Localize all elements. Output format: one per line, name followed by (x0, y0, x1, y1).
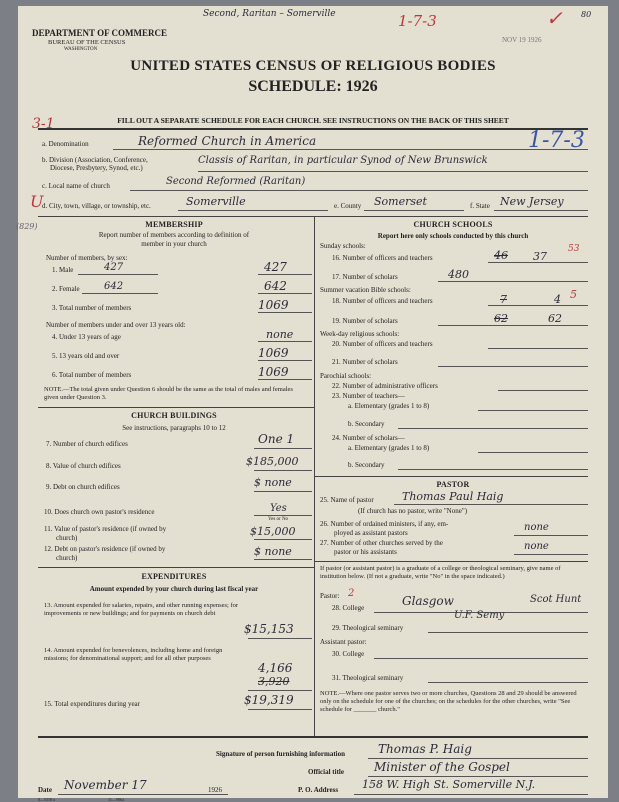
q28-note: Scot Hunt (530, 594, 582, 605)
q27-value: none (524, 541, 549, 552)
q1-label: 1. Male (52, 266, 74, 274)
county-label: e. County (334, 202, 362, 210)
q31-label: 31. Theological seminary (332, 674, 404, 682)
q11-label-2: church) (56, 534, 78, 542)
left-code: 3-1 (32, 116, 55, 132)
q15-value: $19,319 (244, 693, 294, 707)
left-stamp-number: (829) (16, 222, 38, 231)
form-code-2: 11—9864 (108, 797, 124, 802)
pastor-title: PASTOR (436, 480, 470, 489)
q23a-label: a. Elementary (grades 1 to 8) (348, 402, 430, 410)
q10-label: 10. Does church own pastor's residence (44, 508, 155, 516)
q2-pencil: 642 (104, 281, 124, 292)
date-label: Date (38, 786, 52, 794)
division-label-2: Diocese, Presbytery, Synod, etc.) (50, 164, 143, 172)
pastor-grad-label: Pastor: (320, 592, 340, 600)
official-title-label: Official title (308, 768, 344, 776)
form-subtitle: SCHEDULE: 1926 (248, 78, 378, 95)
buildings-title: CHURCH BUILDINGS (131, 411, 217, 420)
form-code-1: 8—5318 a (38, 797, 55, 802)
u-mark: U (30, 192, 44, 211)
q12-label-1: 12. Debt on pastor's residence (if owned by (44, 545, 166, 553)
q11-label-1: 11. Value of pastor's residence (if owned by (44, 525, 167, 533)
graduate-instruction: If pastor (or assistant pastor) is a graduate of a college or theological seminary, give name of institution below. (If not a graduate, write "No" in the space indicated.) (320, 565, 561, 580)
buildings-intro: See instructions, paragraphs 10 to 12 (122, 424, 226, 432)
q7-value: One 1 (258, 432, 295, 446)
q25-value: Thomas Paul Haig (402, 490, 504, 503)
membership-title: MEMBERSHIP (145, 220, 203, 229)
date-value: November 17 (64, 778, 147, 792)
q9-label: 9. Debt on church edifices (46, 483, 120, 491)
bureau: BUREAU OF THE CENSUS (48, 39, 126, 46)
q23-label: 23. Number of teachers— (332, 392, 405, 400)
q27-label-1: 27. Number of other churches served by the (320, 539, 443, 547)
division-value: Classis of Raritan, in particular Synod of New Brunswick (198, 155, 488, 166)
schools-title: CHURCH SCHOOLS (413, 220, 493, 229)
signature-value: Thomas P. Haig (378, 742, 472, 756)
po-address-label: P. O. Address (298, 786, 339, 794)
expenditures-title: EXPENDITURES (141, 572, 207, 581)
by-sex-label: Number of members, by sex: (46, 254, 128, 262)
schools-intro: Report here only schools conducted by this church (377, 232, 529, 240)
under-over-label: Number of members under and over 13 years old: (46, 321, 186, 329)
q3-value: 1069 (258, 298, 289, 312)
pastor-mark: 2 (348, 588, 355, 599)
q13-value: $15,153 (244, 622, 294, 636)
local-name-label: c. Local name of church (42, 182, 110, 190)
received-stamp: NOV 19 1926 (502, 36, 542, 44)
q12-value: $ none (254, 545, 292, 558)
q30-label: 30. College (332, 650, 365, 658)
date-year: 1926 (208, 786, 222, 794)
q19-label: 19. Number of scholars (332, 317, 398, 325)
check-mark: ✓ (546, 6, 563, 30)
weekday-label: Week-day religious schools: (320, 330, 400, 338)
q16-value: 37 (533, 250, 547, 263)
q6-value: 1069 (258, 365, 289, 379)
q19-value: 62 (548, 312, 562, 325)
q12-label-2: church) (56, 554, 78, 562)
assistant-label: Assistant pastor: (320, 638, 367, 646)
city-label: d. City, town, village, or township, etc. (42, 202, 151, 210)
q11-value: $15,000 (250, 525, 296, 538)
city-value: Somerville (186, 195, 246, 208)
signature-label: Signature of person furnishing information (216, 750, 345, 758)
pencil-number: 80 (581, 10, 592, 19)
po-address-value: 158 W. High St. Somerville N.J. (362, 778, 536, 791)
q5-label: 5. 13 years old and over (52, 352, 120, 360)
q18-red: 5 (570, 288, 577, 301)
q24a-label: a. Elementary (grades 1 to 8) (348, 444, 430, 452)
q16-label: 16. Number of officers and teachers (332, 254, 433, 262)
q29-value: U.F. Semy (454, 610, 505, 621)
q14-value: 4,166 (258, 661, 293, 675)
q4-label: 4. Under 13 years of age (52, 333, 121, 341)
q24-label: 24. Number of scholars— (332, 434, 405, 442)
membership-intro-1: Report number of members according to definition of (98, 231, 250, 239)
county-value: Somerset (374, 195, 427, 208)
q26-label-1: 26. Number of ordained ministers, if any, em- (320, 520, 449, 528)
form-title: UNITED STATES CENSUS OF RELIGIOUS BODIES (130, 58, 496, 74)
q14-struck-value: 3,920 (258, 675, 290, 688)
right-code: 1-7-3 (528, 128, 585, 153)
state-value: New Jersey (500, 195, 564, 208)
city: WASHINGTON (64, 47, 98, 52)
q2-value: 642 (264, 279, 287, 293)
q8-label: 8. Value of church edifices (46, 462, 121, 470)
instruction-line: FILL OUT A SEPARATE SCHEDULE FOR EACH CHURCH. SEE INSTRUCTIONS ON THE BACK OF THIS SHEET (117, 116, 509, 125)
vacation-label: Summer vacation Bible schools: (320, 286, 411, 294)
q21-label: 21. Number of scholars (332, 358, 398, 366)
q2-label: 2. Female (52, 285, 80, 293)
denomination-label: a. Denomination (42, 140, 89, 148)
yes-no-hint: Yes or No (268, 517, 289, 522)
q18-struck: 7 (500, 293, 507, 306)
q26-value: none (524, 522, 549, 533)
q8-value: $185,000 (246, 455, 299, 468)
q24b-label: b. Secondary (348, 461, 385, 469)
denomination-value: Reformed Church in America (138, 134, 317, 148)
q1-pencil: 427 (104, 262, 124, 273)
expenditures-intro: Amount expended by your church during last fiscal year (89, 585, 259, 593)
division-label-1: b. Division (Association, Conference, (42, 156, 148, 164)
official-title-value: Minister of the Gospel (374, 760, 510, 774)
q22-label: 22. Number of administrative officers (332, 382, 438, 390)
q1-value: 427 (264, 260, 287, 274)
local-name-value: Second Reformed (Raritan) (166, 176, 306, 187)
q17-label: 17. Number of scholars (332, 273, 398, 281)
q18-label: 18. Number of officers and teachers (332, 297, 433, 305)
parochial-label: Parochial schools: (320, 372, 372, 380)
q18-value: 4 (554, 293, 561, 306)
q7-label: 7. Number of church edifices (46, 440, 128, 448)
top-code: 1-7-3 (398, 12, 437, 30)
q4-value: none (266, 328, 294, 341)
q9-value: $ none (254, 476, 292, 489)
q28-label: 28. College (332, 604, 365, 612)
top-handwriting: Second, Raritan – Somerville (203, 9, 336, 19)
q16-struck: 46 (494, 249, 508, 262)
census-schedule-sheet (16, 6, 608, 802)
q29-label: 29. Theological seminary (332, 624, 404, 632)
q16-red: 53 (568, 244, 580, 254)
q5-value: 1069 (258, 346, 289, 360)
q25-note: (If church has no pastor, write "None") (358, 507, 468, 515)
q20-label: 20. Number of officers and teachers (332, 340, 433, 348)
q23b-label: b. Secondary (348, 420, 385, 428)
q27-label-2: pastor or his assistants (334, 548, 397, 556)
pastor-note: NOTE.—Where one pastor serves two or more churches, Questions 28 and 29 should be answered only on the schedule for one of the churches; on the schedules for the other churches, write "See schedule for _______ church." (320, 690, 577, 713)
q13-text: 13. Amount expended for salaries, repairs, and other running expenses; for improvements or new buildings; and for payments on church debt (44, 602, 239, 617)
state-label: f. State (470, 202, 490, 210)
q14-text: 14. Amount expended for benevolences, including home and foreign missions; for denominational support; and for all other purposes (44, 647, 223, 662)
q17-value: 480 (448, 268, 469, 281)
q19-struck: 62 (494, 312, 508, 325)
q10-value: Yes (270, 503, 287, 514)
department: DEPARTMENT OF COMMERCE (32, 28, 168, 38)
q6-label: 6. Total number of members (52, 371, 132, 379)
q26-label-2: ployed as assistant pastors (334, 529, 408, 537)
q15-label: 15. Total expenditures during year (44, 700, 140, 708)
q28-value: Glasgow (402, 594, 454, 608)
membership-note: NOTE.—The total given under Question 6 should be the same as the total of males and females given under Question 3. (44, 386, 293, 401)
q3-label: 3. Total number of members (52, 304, 132, 312)
membership-intro-2: member in your church (141, 240, 207, 248)
q25-label: 25. Name of pastor (320, 496, 374, 504)
sunday-label: Sunday schools: (320, 242, 366, 250)
